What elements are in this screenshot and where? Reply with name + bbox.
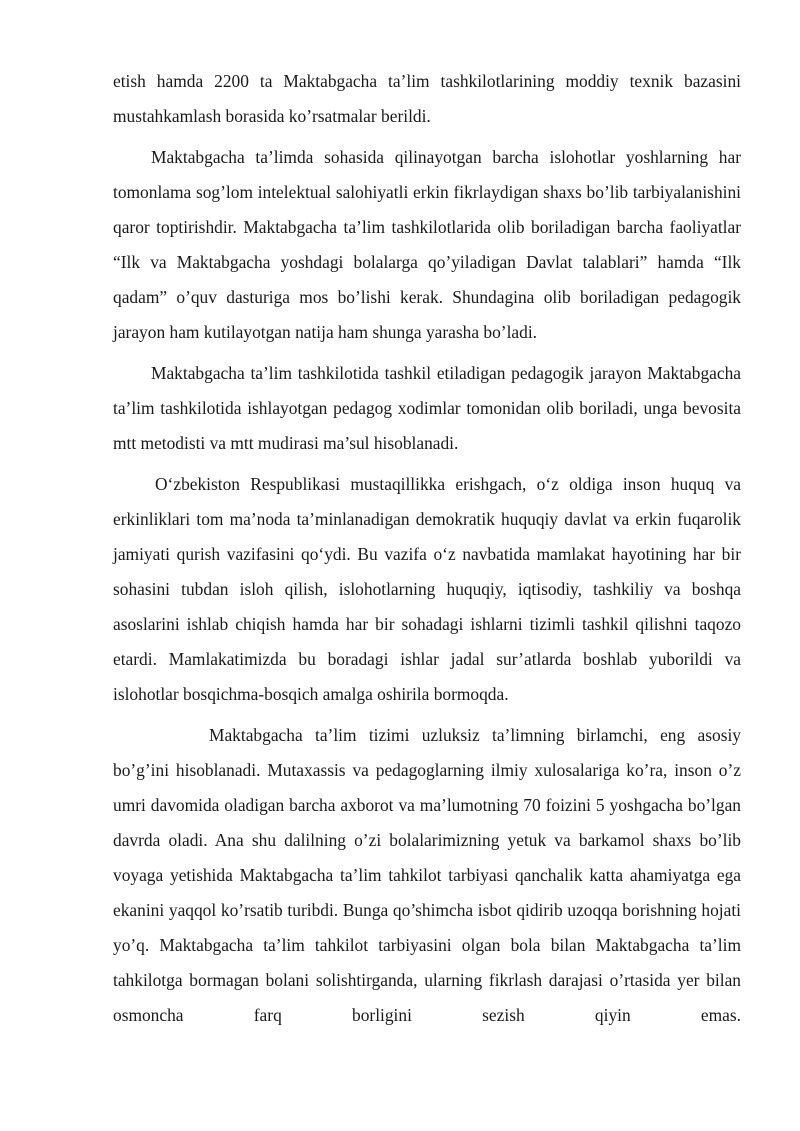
paragraph-2: Maktabgacha ta’limda sohasida qilinayotgan barcha islohotlar yoshlarning har tomonlama sog’lom intelektual salohiyatli erkin fikrlaydigan shaxs bo’lib tarbiyalanishini qaror toptirishdir. Maktabgacha ta’lim tashkilotlarida olib boriladigan barcha faoliyatlar “Ilk va Maktabgacha yoshdagi bolalarga qo’yiladigan Davlat talablari” hamda “Ilk qadam” o’quv dasturiga mos bo’lishi kerak. Shundagina olib boriladigan pedagogik jarayon ham kutilayotgan natija ham shunga yarasha bo’ladi. [113, 147, 741, 342]
document-body [113, 64, 741, 1033]
paragraph-4: O‘zbekiston Respublikasi mustaqillikka erishgach, o‘z oldiga inson huquq va erkinliklari tom ma’noda ta’minlanadigan demokratik huquqiy davlat va erkin fuqarolik jamiyati qurish vazifasini qo‘ydi. Bu vazifa o‘z navbatida mamlakat hayotining har bir sohasini tubdan isloh qilish, islohotlarning huquqiy, iqtisodiy, tashkiliy va boshqa asoslarini ishlab chiqish hamda har bir sohadagi ishlarni tizimli tashkil qilishni taqozo etardi. Mamlakatimizda bu boradagi ishlar jadal sur’atlarda boshlab yuborildi va islohotlar bosqichma-bosqich amalga oshirila bormoqda. [113, 474, 741, 704]
paragraph-5: Maktabgacha ta’lim tizimi uzluksiz ta’limning birlamchi, eng asosiy bo’g’ini hisoblanadi. Mutaxassis va pedagoglarning ilmiy xulosalariga ko’ra, inson o’z umri davomida oladigan barcha axborot va ma’lumotning 70 foizini 5 yoshgacha bo’lgan davrda oladi. Ana shu dalilning o’zi bolalarimizning yetuk va barkamol shaxs bo’lib voyaga yetishida Maktabgacha ta’lim tahkilot tarbiyasi qanchalik katta ahamiyatga ega ekanini yaqqol ko’rsatib turibdi. Bunga qo’shimcha isbot qidirib uzoqqa borishning hojati yo’q. Maktabgacha ta’lim tahkilot tarbiyasini olgan bola bilan Maktabgacha ta’lim tahkilotga bormagan bolani solishtirganda, ularning fikrlash darajasi o’rtasida yer bilan osmoncha farq borligini sezish qiyin emas. [113, 725, 741, 1025]
paragraph-3: Maktabgacha ta’lim tashkilotida tashkil etiladigan pedagogik jarayon Maktabgacha ta’lim tashkilotida ishlayotgan pedagog xodimlar tomonidan olib boriladi, unga bevosita mtt metodisti va mtt mudirasi ma’sul hisoblanadi. [113, 363, 741, 453]
paragraph-1: etish hamda 2200 ta Maktabgacha ta’lim tashkilotlarining moddiy texnik bazasini mustahkamlash borasida ko’rsatmalar berildi. [113, 71, 741, 126]
